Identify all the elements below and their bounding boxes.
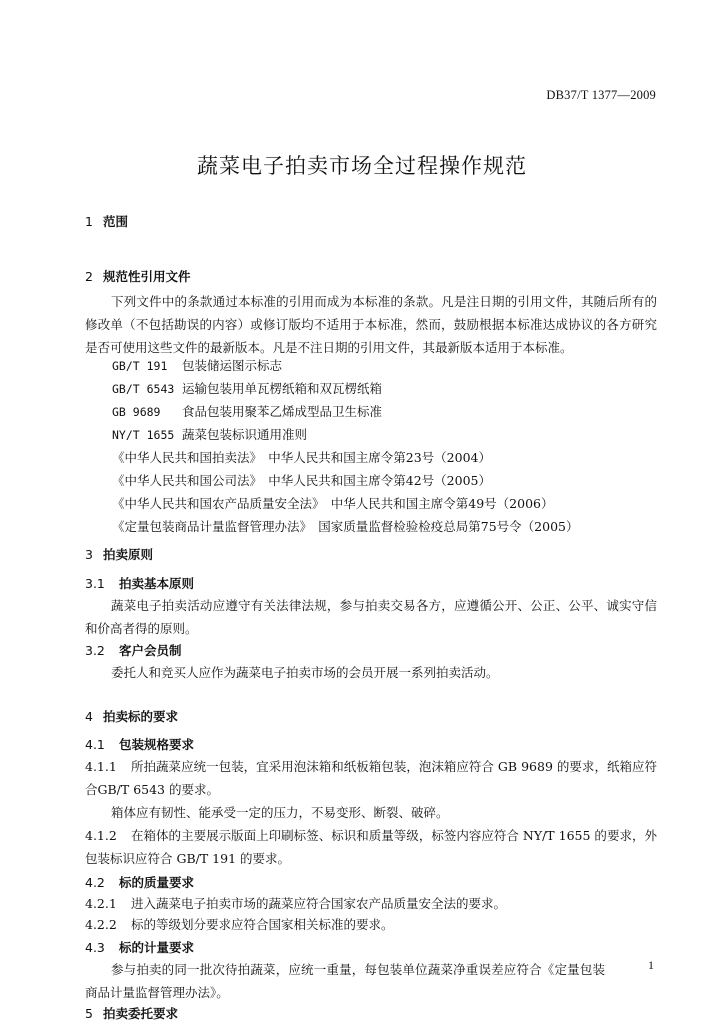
reference-title: 运输包装用单瓦楞纸箱和双瓦楞纸箱: [182, 381, 383, 396]
reference-code: GB/T 191: [112, 359, 168, 373]
subsection-4-2-heading: [85, 873, 657, 891]
clause-text: 进入蔬菜电子拍卖市场的蔬菜应符合国家农产品质量安全法的要求。: [131, 896, 507, 911]
section-number: 4: [85, 709, 93, 724]
reference-item: [112, 425, 307, 443]
subsection-title: 客户会员制: [119, 643, 182, 658]
reference-item: 《中华人民共和国公司法》 中华人民共和国主席令第42号（2005）: [112, 473, 491, 488]
reference-item: [112, 402, 382, 420]
subsection-title: 包装规格要求: [119, 737, 195, 752]
section-title: 拍卖委托要求: [103, 1006, 179, 1021]
reference-item: 《定量包装商品计量监督管理办法》 国家质量监督检验检疫总局第75号令（2005）: [112, 519, 579, 534]
clause-text: 所拍蔬菜应统一包装，宜采用泡沫箱和纸板箱包装，泡沫箱应符合 GB 9689 的要求，纸箱应符合GB/T 6543 的要求。: [85, 759, 657, 797]
clause-number: 4.1.1: [85, 759, 117, 774]
clause-4-2-1: [85, 892, 657, 915]
section-title: 拍卖原则: [103, 547, 154, 562]
references-intro-paragraph: 下列文件中的条款通过本标准的引用而成为本标准的条款。凡是注日期的引用文件，其随后所有的修改单（不包括勘误的内容）或修订版均不适用于本标准，然而，鼓励根据本标准达成协议的各方研究是否可使用这些文件的最新版本。凡是不注日期的引用文件，其最新版本适用于本标准。: [85, 294, 657, 355]
subsection-4-3-heading: [85, 938, 657, 956]
section-number: 3: [85, 547, 93, 562]
clause-number: 4.2.2: [85, 917, 117, 932]
subsection-number: 3.1: [85, 576, 105, 591]
subsection-3-2-paragraph: 委托人和竞买人应作为蔬菜电子拍卖市场的会员开展一系列拍卖活动。: [111, 665, 499, 680]
clause-4-1-1: [85, 755, 657, 801]
section-4-heading: [85, 707, 657, 725]
section-title: 规范性引用文件: [103, 269, 191, 284]
clause-text: 在箱体的主要展示版面上印刷标签、标识和质量等级，标签内容应符合 NY/T 1655 的要求，外包装标识应符合 GB/T 191 的要求。: [85, 828, 657, 866]
subsection-4-1-heading: [85, 735, 657, 753]
section-number: 1: [85, 214, 93, 229]
clause-4-1-2: [85, 824, 657, 870]
subsection-3-1-heading: [85, 574, 657, 592]
reference-code: NY/T 1655: [112, 428, 175, 442]
page-number: 1: [648, 958, 654, 972]
clause-4-1-1-continuation: 箱体应有韧性、能承受一定的压力，不易变形、断裂、破碎。: [111, 805, 449, 820]
section-title: 范围: [103, 214, 129, 229]
section-3-heading: [85, 545, 657, 563]
subsection-3-1-paragraph: 蔬菜电子拍卖活动应遵守有关法律法规，参与拍卖交易各方，应遵循公开、公正、公平、诚实守信和价高者得的原则。: [85, 598, 657, 636]
reference-item: 《中华人民共和国农产品质量安全法》 中华人民共和国主席令第49号（2006）: [112, 496, 554, 511]
subsection-number: 3.2: [85, 643, 105, 658]
subsection-number: 4.2: [85, 875, 105, 890]
subsection-title: 标的质量要求: [119, 875, 195, 890]
reference-title: 食品包装用聚苯乙烯成型品卫生标准: [182, 404, 383, 419]
reference-code: GB/T 6543: [112, 382, 175, 396]
subsection-title: 标的计量要求: [119, 940, 195, 955]
section-title: 拍卖标的要求: [103, 709, 179, 724]
section-number: 5: [85, 1006, 93, 1021]
subsection-3-2-heading: [85, 641, 657, 659]
reference-item: [112, 379, 382, 397]
reference-title: 包装储运图示标志: [182, 358, 283, 373]
subsection-number: 4.1: [85, 737, 105, 752]
section-number: 2: [85, 269, 93, 284]
document-number: DB37/T 1377—2009: [546, 88, 656, 102]
subsection-4-3-paragraph: 参与拍卖的同一批次待拍蔬菜，应统一重量，每包装单位蔬菜净重误差应符合《定量包装商品计量监督管理办法》。: [85, 962, 605, 1000]
clause-4-2-2: [85, 913, 657, 936]
subsection-number: 4.3: [85, 940, 105, 955]
subsection-title: 拍卖基本原则: [119, 576, 195, 591]
reference-title: 蔬菜包装标识通用准则: [182, 427, 308, 442]
clause-number: 4.1.2: [85, 828, 117, 843]
reference-code: GB 9689: [112, 405, 161, 419]
clause-number: 4.2.1: [85, 896, 117, 911]
section-2-heading: [85, 267, 657, 285]
reference-item: 《中华人民共和国拍卖法》 中华人民共和国主席令第23号（2004）: [112, 450, 491, 465]
document-title: 蔬菜电子拍卖市场全过程操作规范: [197, 154, 527, 178]
reference-item: [112, 356, 282, 374]
section-5-heading: [85, 1004, 657, 1022]
section-1-heading: [85, 212, 657, 230]
clause-text: 标的等级划分要求应符合国家相关标准的要求。: [131, 917, 394, 932]
